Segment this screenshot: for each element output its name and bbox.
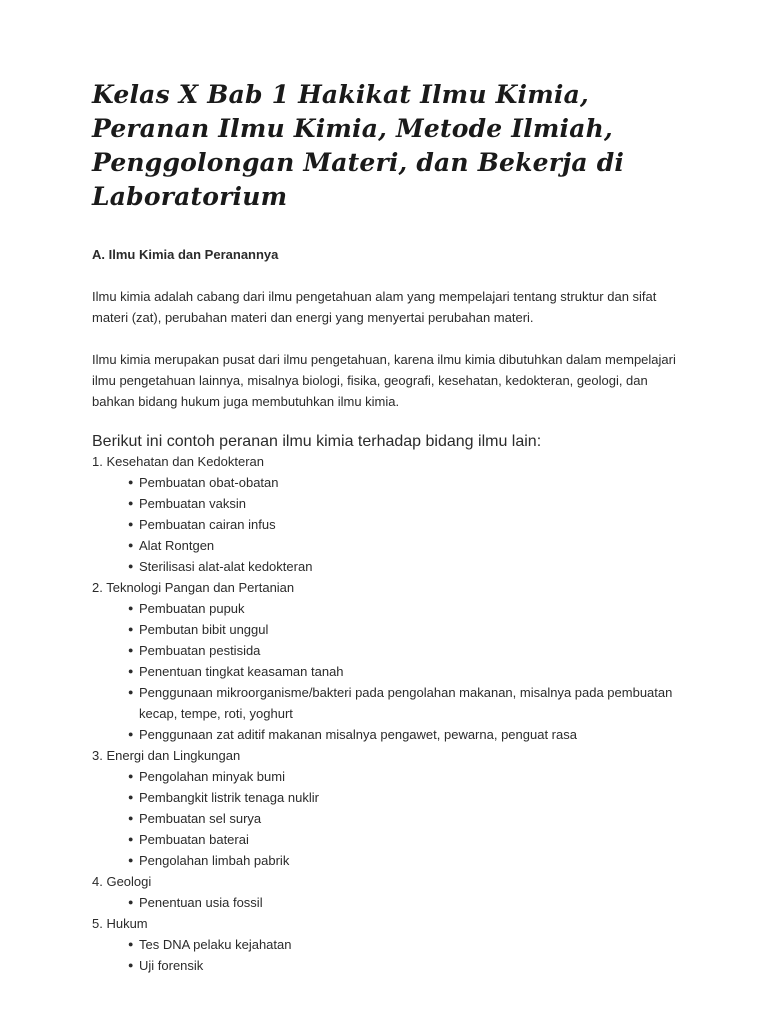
bullet-icon: ●	[128, 687, 134, 697]
list-item	[92, 493, 692, 514]
list-item	[92, 640, 692, 661]
bullet-icon: ●	[128, 834, 134, 844]
bullet-icon: ●	[128, 561, 134, 571]
category-items	[92, 892, 692, 913]
bullet-icon: ●	[128, 477, 134, 487]
list-item	[92, 661, 692, 682]
list-item	[92, 850, 692, 871]
list-item	[92, 472, 692, 493]
spacer	[92, 328, 692, 349]
category-items	[92, 934, 692, 976]
list-item	[92, 892, 692, 913]
category-heading: 3. Energi dan Lingkungan	[92, 748, 241, 763]
document-page	[92, 78, 692, 976]
paragraph-definition: Ilmu kimia adalah cabang dari ilmu pengetahuan alam yang mempelajari tentang struktur dan sifat materi (zat), perubahan materi dan energi yang menyertai perubahan materi.	[92, 289, 657, 325]
category-heading: 4. Geologi	[92, 874, 152, 889]
list-item	[92, 514, 692, 535]
list-item	[92, 556, 692, 577]
document-title: Kelas X Bab 1 Hakikat Ilmu Kimia, Peranan Ilmu Kimia, Metode Ilmiah, Penggolongan Materi, dan Bekerja di Laboratorium	[92, 80, 625, 211]
spacer	[92, 265, 692, 286]
bullet-icon: ●	[128, 792, 134, 802]
bullet-icon: ●	[128, 540, 134, 550]
category-heading: 1. Kesehatan dan Kedokteran	[92, 454, 265, 469]
category-items	[92, 598, 692, 745]
list-item-text: Sterilisasi alat-alat kedokteran	[139, 559, 313, 574]
category-items	[92, 472, 692, 577]
list-item-text: Pengolahan minyak bumi	[139, 769, 285, 784]
list-item	[92, 787, 692, 808]
list-item-text: Pembutan bibit unggul	[139, 622, 269, 637]
bullet-icon: ●	[128, 855, 134, 865]
list-item	[92, 682, 692, 724]
bullet-icon: ●	[128, 897, 134, 907]
spacer	[92, 412, 692, 433]
bullet-icon: ●	[128, 960, 134, 970]
bullet-icon: ●	[128, 666, 134, 676]
list-item-text: Penentuan tingkat keasaman tanah	[139, 664, 344, 679]
bullet-icon: ●	[128, 603, 134, 613]
list-item	[92, 535, 692, 556]
bullet-icon: ●	[128, 939, 134, 949]
category-items	[92, 766, 692, 871]
bullet-icon: ●	[128, 645, 134, 655]
list-item-text: Pembuatan baterai	[139, 832, 249, 847]
list-item	[92, 619, 692, 640]
list-item	[92, 598, 692, 619]
list-item-text: Pembuatan pestisida	[139, 643, 261, 658]
bullet-icon: ●	[128, 498, 134, 508]
list-item	[92, 724, 692, 745]
list-item-text: Pembuatan cairan infus	[139, 517, 276, 532]
list-item-text: Pembuatan obat-obatan	[139, 475, 279, 490]
list-item-text: Penggunaan zat aditif makanan misalnya pengawet, pewarna, penguat rasa	[139, 727, 577, 742]
role-list	[92, 451, 692, 976]
list-item-text: Pembuatan vaksin	[139, 496, 246, 511]
bullet-icon: ●	[128, 624, 134, 634]
list-item-text: Pembuatan pupuk	[139, 601, 245, 616]
list-item-text: Pembuatan sel surya	[139, 811, 262, 826]
list-item	[92, 829, 692, 850]
list-item-text: Alat Rontgen	[139, 538, 215, 553]
bullet-icon: ●	[128, 771, 134, 781]
category-heading: 5. Hukum	[92, 916, 148, 931]
bullet-icon: ●	[128, 729, 134, 739]
list-intro: Berikut ini contoh peranan ilmu kimia terhadap bidang ilmu lain:	[92, 433, 542, 450]
category-heading: 2. Teknologi Pangan dan Pertanian	[92, 580, 295, 595]
list-item	[92, 766, 692, 787]
list-item	[92, 934, 692, 955]
list-item	[92, 955, 692, 976]
bullet-icon: ●	[128, 519, 134, 529]
section-heading: A. Ilmu Kimia dan Peranannya	[92, 247, 279, 262]
bullet-icon: ●	[128, 813, 134, 823]
list-item-text: Uji forensik	[139, 958, 204, 973]
list-item	[92, 808, 692, 829]
list-item-text: Penggunaan mikroorganisme/bakteri pada pengolahan makanan, misalnya pada pembuatan kecap, tempe, roti, yoghurt	[139, 685, 673, 721]
list-item-text: Penentuan usia fossil	[139, 895, 263, 910]
list-item-text: Pembangkit listrik tenaga nuklir	[139, 790, 319, 805]
list-item-text: Pengolahan limbah pabrik	[139, 853, 290, 868]
paragraph-central-science: Ilmu kimia merupakan pusat dari ilmu pengetahuan, karena ilmu kimia dibutuhkan dalam mempelajari ilmu pengetahuan lainnya, misalnya biologi, fisika, geografi, kesehatan, kedokteran, geologi, dan bahkan bidang hukum juga membutuhkan ilmu kimia.	[92, 352, 676, 409]
list-item-text: Tes DNA pelaku kejahatan	[139, 937, 292, 952]
